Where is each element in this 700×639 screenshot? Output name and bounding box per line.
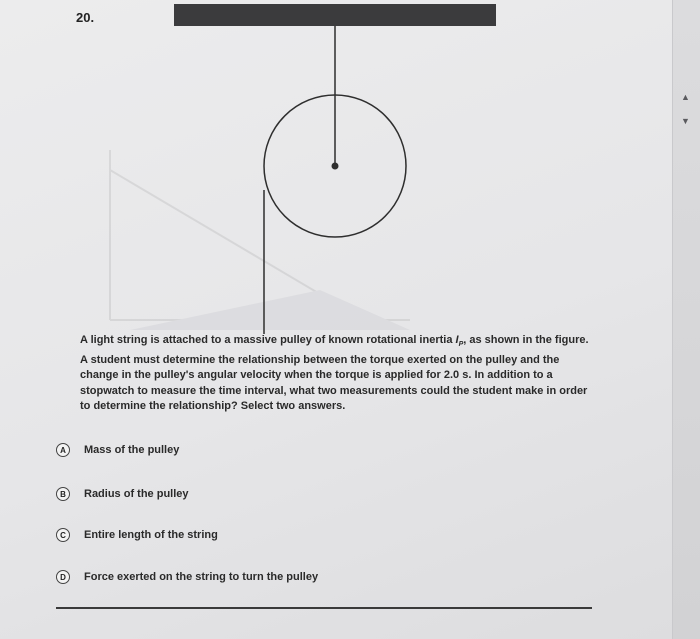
question-number: 20. (76, 10, 95, 25)
option-c-label: Entire length of the string (84, 529, 218, 541)
rotational-inertia-subscript: P (458, 341, 464, 349)
scroll-down-arrow-icon[interactable]: ▼ (681, 116, 690, 126)
side-scrollbar[interactable] (672, 0, 700, 639)
option-b-bubble[interactable]: B (56, 487, 70, 501)
bottom-rule (56, 607, 592, 609)
option-b-label: Radius of the pulley (84, 488, 189, 500)
option-d[interactable] (56, 570, 318, 584)
scroll-up-arrow-icon[interactable]: ▲ (681, 92, 690, 102)
question-text-part3: . In addition to a stopwatch to measure the time interval, what two measurements could the student make in order to determine the relationship? Select two answers. (80, 369, 588, 413)
option-c-bubble[interactable]: C (56, 528, 70, 542)
option-b[interactable] (56, 487, 189, 501)
rotational-inertia-symbol: I (455, 334, 459, 346)
option-c[interactable] (56, 528, 218, 542)
question-text (80, 333, 592, 415)
option-a-label: Mass of the pulley (84, 444, 180, 456)
ceiling-bar (174, 4, 496, 26)
question-text-part2: , as shown in the figure. A student must determine the relationship between the torque exerted on the pulley and the change in the pulley's angular velocity when the torque is applied for (80, 334, 589, 382)
question-text-part1: A light string is attached to a massive pulley of known rotational inertia (80, 334, 456, 346)
time-value: 2.0 s (443, 369, 469, 382)
option-a[interactable] (56, 443, 179, 457)
option-a-bubble[interactable]: A (56, 443, 70, 457)
option-d-bubble[interactable]: D (56, 570, 70, 584)
pulley-axle (332, 163, 339, 170)
option-d-label: Force exerted on the string to turn the pulley (84, 571, 319, 583)
